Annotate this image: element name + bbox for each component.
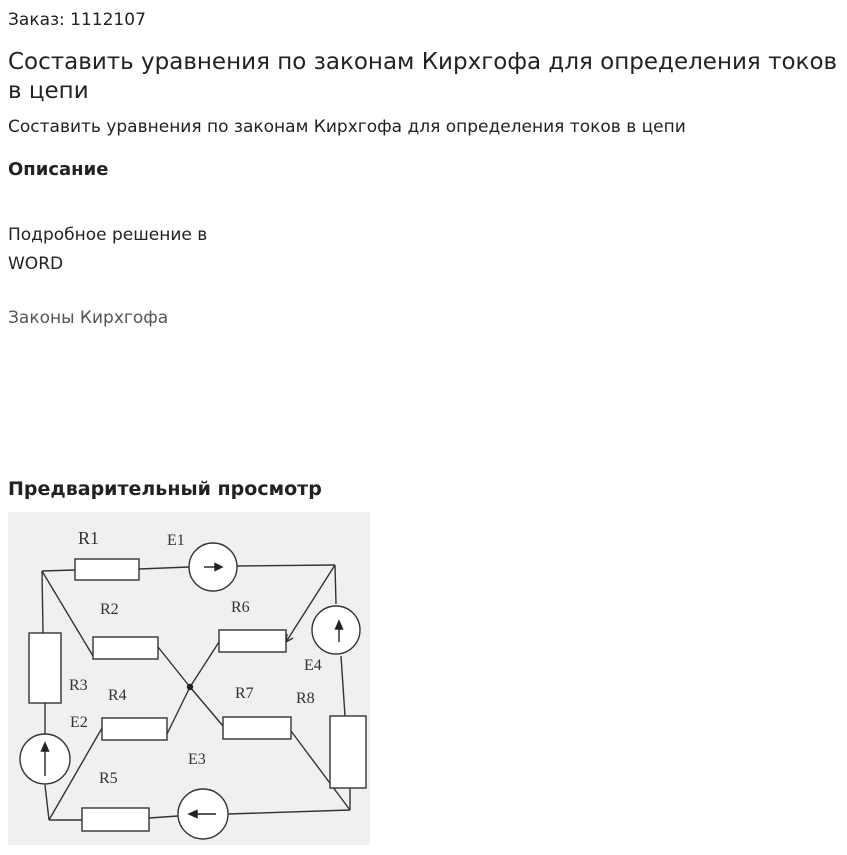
label-e3: E3	[188, 751, 206, 768]
resistor-r2	[93, 637, 158, 659]
label-e4: E4	[304, 657, 322, 674]
topic-link[interactable]: Законы Кирхгофа	[8, 308, 169, 328]
wire-e1-right	[237, 565, 335, 566]
wire-left-upper	[42, 571, 43, 633]
label-r6: R6	[231, 599, 250, 616]
central-node	[187, 684, 193, 690]
label-r8: R8	[296, 690, 315, 707]
wire-right-upper	[335, 565, 336, 604]
resistor-r4	[102, 718, 167, 740]
resistor-r8	[330, 716, 366, 788]
label-r3: R3	[69, 677, 88, 694]
resistor-r6	[219, 630, 286, 652]
order-number: Заказ: 1112107	[8, 10, 146, 30]
label-r2: R2	[100, 601, 119, 618]
page-title: Составить уравнения по законам Кирхгофа для определения токов в цепи	[8, 49, 838, 104]
label-r1: R1	[78, 528, 100, 548]
label-r5: R5	[99, 770, 118, 787]
label-r4: R4	[108, 687, 127, 704]
circuit-diagram	[8, 512, 370, 845]
wire-top-left	[42, 570, 75, 571]
circuit-preview-image	[8, 512, 370, 845]
description-heading: Описание	[8, 159, 109, 180]
source-e4	[312, 606, 360, 654]
label-r7: R7	[235, 685, 254, 702]
resistor-r5	[82, 808, 149, 831]
label-e1: E1	[167, 532, 185, 549]
preview-heading: Предварительный просмотр	[8, 478, 322, 500]
resistor-r7	[223, 717, 291, 739]
resistor-r1	[75, 559, 139, 580]
task-statement: Составить уравнения по законам Кирхгофа для определения токов в цепи	[8, 117, 686, 137]
label-e2: E2	[70, 714, 88, 731]
solution-format-text: Подробное решение в WORD	[8, 225, 208, 274]
resistor-r3	[29, 633, 61, 703]
